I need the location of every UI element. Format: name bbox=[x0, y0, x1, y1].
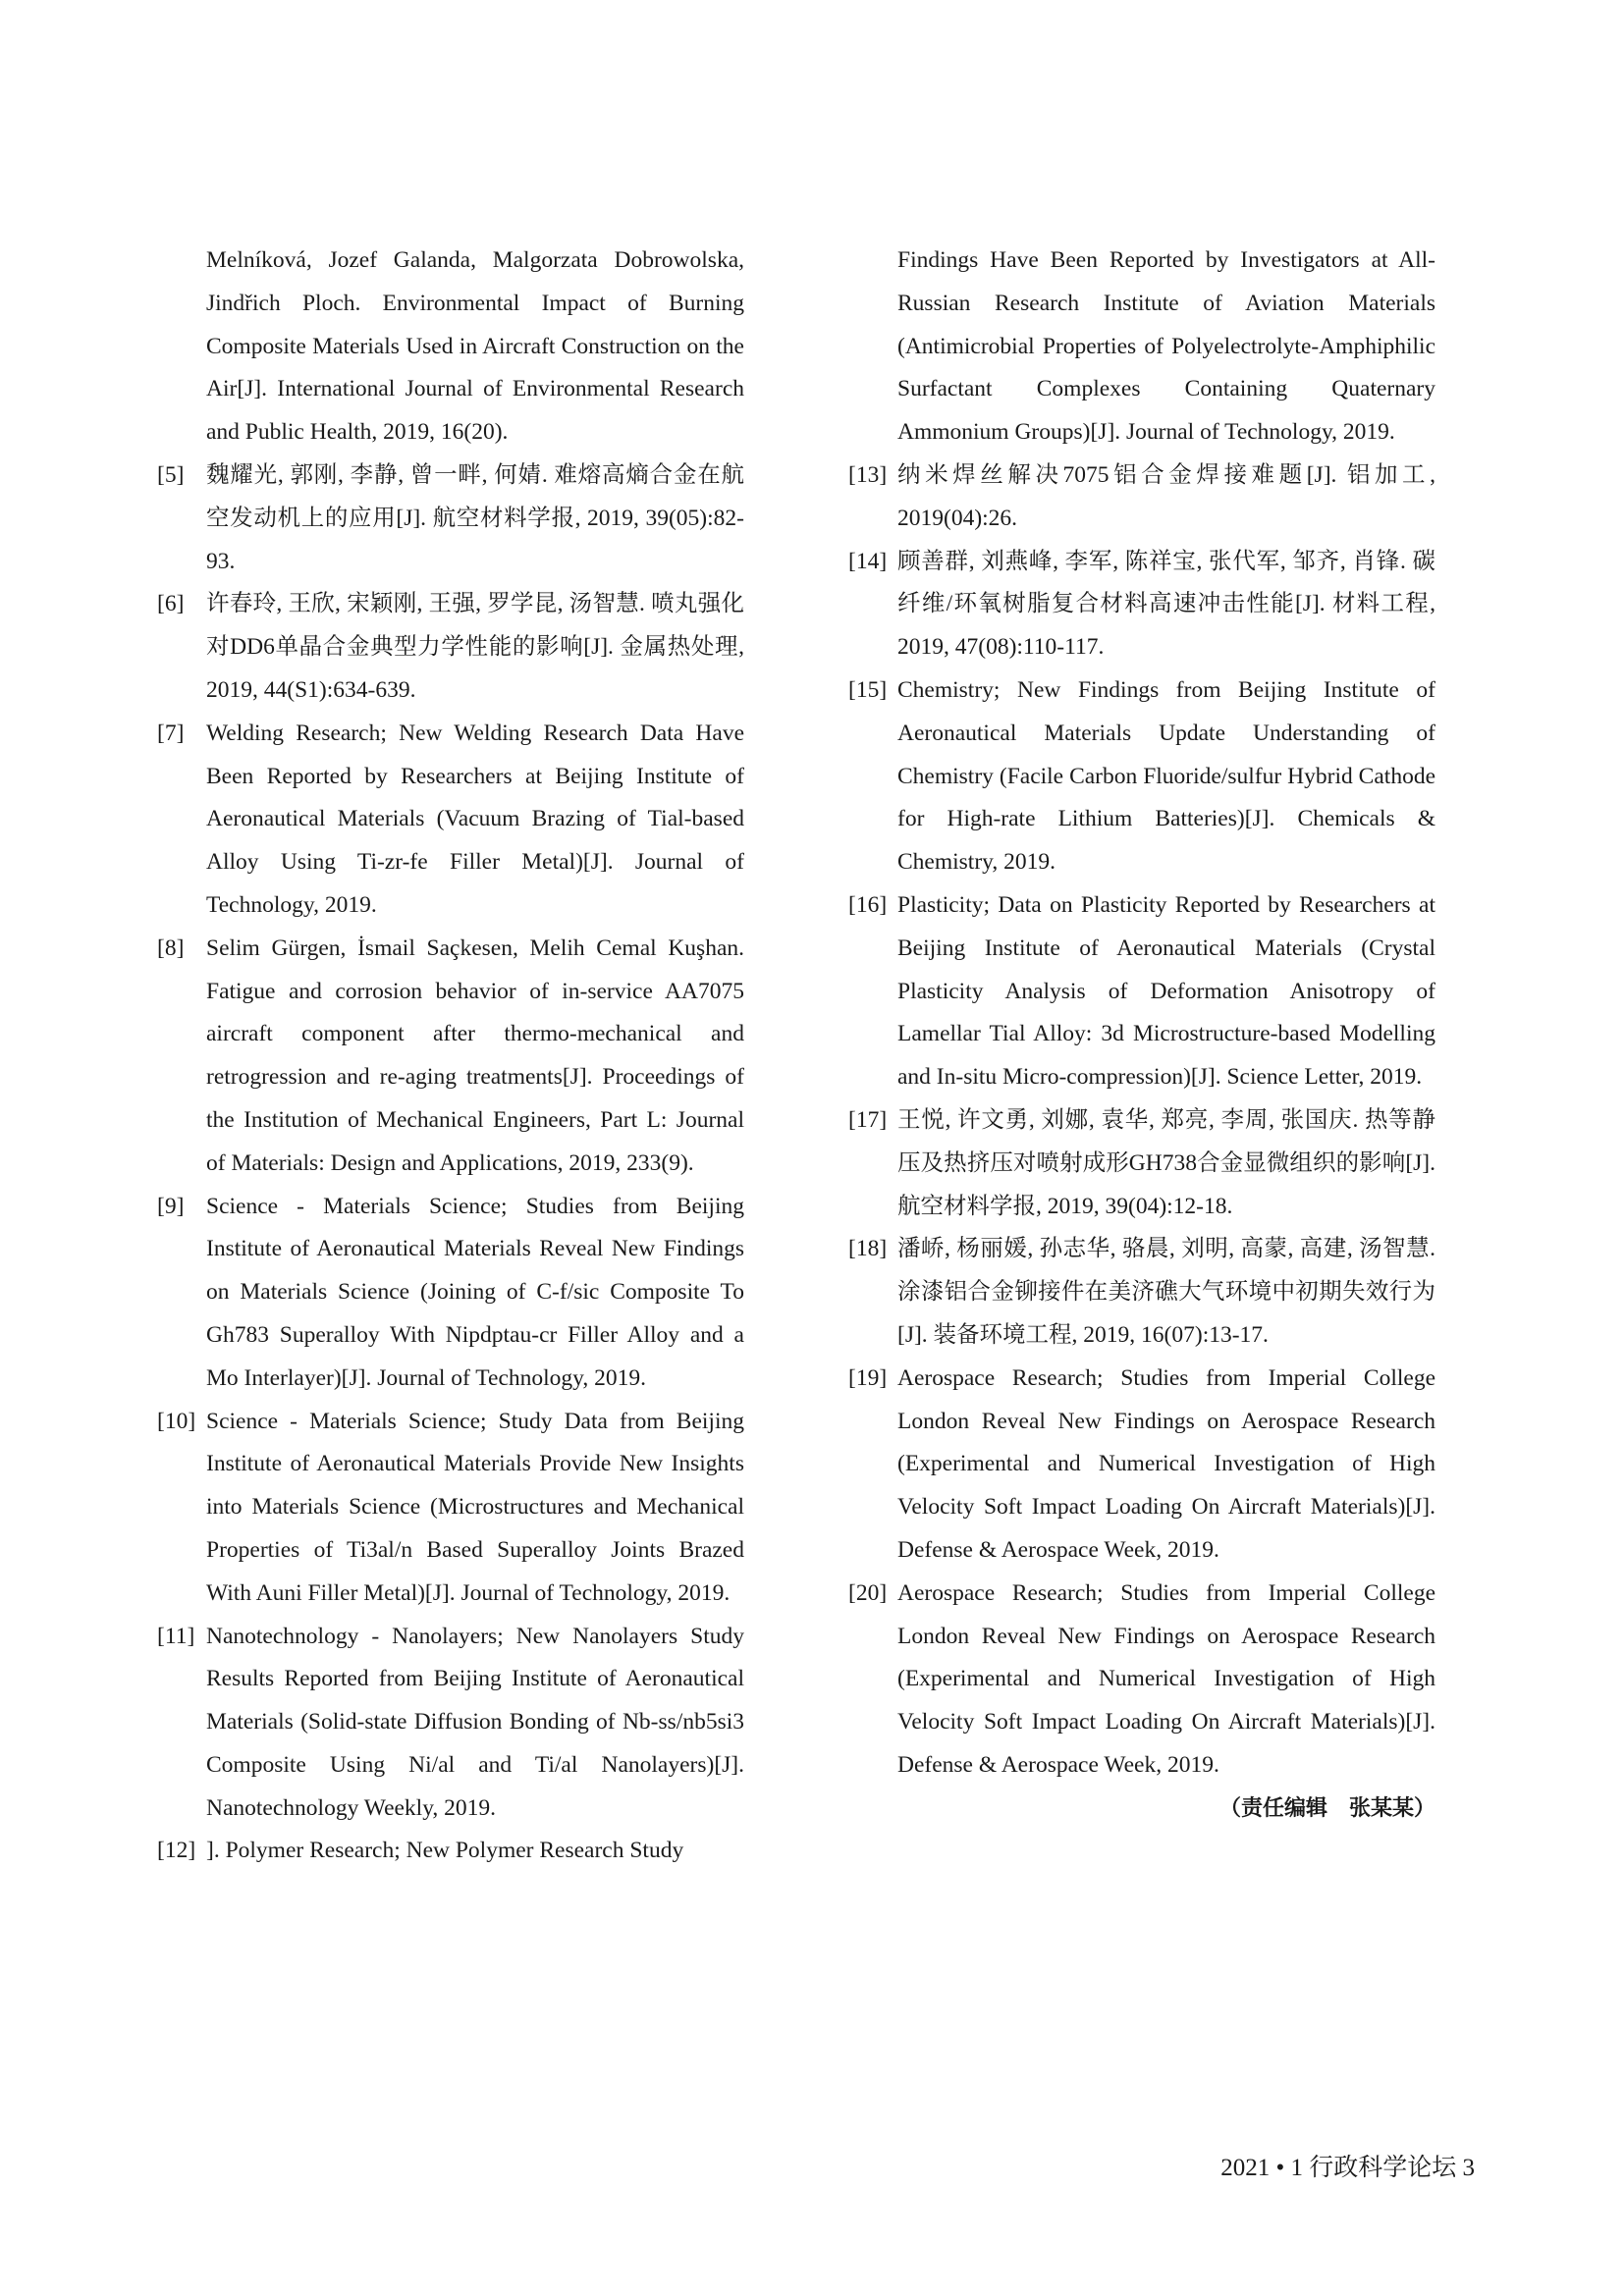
reference-number: [19] bbox=[848, 1364, 888, 1391]
reference-item bbox=[848, 240, 1435, 454]
reference-item bbox=[157, 1186, 744, 1401]
reference-item bbox=[848, 1228, 1435, 1357]
reference-item bbox=[157, 928, 744, 1186]
reference-number: [8] bbox=[157, 934, 185, 961]
reference-item bbox=[157, 583, 744, 712]
reference-number: [11] bbox=[157, 1623, 195, 1649]
reference-number: [6] bbox=[157, 591, 185, 617]
reference-text: Plasticity; Data on Plasticity Reported by Researchers at Beijing Institute of Aeronautical Materials (Crystal Plasticity Analysis of Deformation Anisotropy of Lamellar Tial Alloy: 3d Microstructure-based Modelling and In-situ Micro-compression)[J]. Science Letter, 2019. bbox=[897, 891, 1435, 1091]
reference-number: [14] bbox=[848, 548, 888, 574]
reference-text: Science - Materials Science; Study Data from Beijing Institute of Aeronautical Materials Provide New Insights into Materials Science (Microstructures and Mechanical Properties of Ti3al/n Based Superalloy Joints Brazed With Auni Filler Metal)[J]. Journal of Technology, 2019. bbox=[206, 1408, 744, 1606]
reference-item bbox=[157, 1830, 744, 1873]
reference-text: 许春玲, 王欣, 宋颖刚, 王强, 罗学昆, 汤智慧. 喷丸强化对DD6单晶合金典型力学性能的影响[J]. 金属热处理, 2019, 44(S1):634-639. bbox=[206, 591, 744, 703]
reference-item bbox=[848, 541, 1435, 669]
reference-text: ]. Polymer Research; New Polymer Research Study bbox=[206, 1838, 684, 1864]
reference-item bbox=[848, 884, 1435, 1099]
reference-number: [5] bbox=[157, 461, 185, 488]
reference-text: 潘峤, 杨丽媛, 孙志华, 骆晨, 刘明, 高蒙, 高建, 汤智慧. 涂漆铝合金铆接件在美济礁大气环境中初期失效行为[J]. 装备环境工程, 2019, 16(07):13-17. bbox=[897, 1236, 1435, 1348]
reference-number: [16] bbox=[848, 891, 888, 918]
reference-text: 王悦, 许文勇, 刘娜, 袁华, 郑亮, 李周, 张国庆. 热等静压及热挤压对喷射成形GH738合金显微组织的影响[J]. 航空材料学报, 2019, 39(04):12-18. bbox=[897, 1106, 1435, 1219]
reference-text: 魏耀光, 郭刚, 李静, 曾一畔, 何婧. 难熔高熵合金在航空发动机上的应用[J]. 航空材料学报, 2019, 39(05):82-93. bbox=[206, 461, 744, 574]
reference-item bbox=[157, 1401, 744, 1616]
right-column bbox=[848, 240, 1435, 1830]
reference-number: [18] bbox=[848, 1236, 888, 1262]
page-footer: 2021 • 1 行政科学论坛 3 bbox=[1220, 2155, 1475, 2181]
reference-item bbox=[157, 713, 744, 928]
reference-item bbox=[848, 669, 1435, 884]
left-column bbox=[157, 240, 744, 1873]
reference-item bbox=[157, 240, 744, 454]
reference-number: [12] bbox=[157, 1838, 196, 1864]
reference-text: Aerospace Research; Studies from Imperial College London Reveal New Findings on Aerospace Research (Experimental and Numerical Investigation of High Velocity Soft Impact Loading On Aircraft Materials)[J]. Defense & Aerospace Week, 2019. bbox=[897, 1579, 1435, 1778]
reference-text: Findings Have Been Reported by Investigators at All-Russian Research Institute of Aviation Materials (Antimicrobial Properties of Polyelectrolyte-Amphiphilic Surfactant Complexes Containing Quaternary Ammonium Groups)[J]. Journal of Technology, 2019. bbox=[897, 247, 1435, 446]
reference-item bbox=[848, 1358, 1435, 1573]
reference-item bbox=[157, 1616, 744, 1831]
reference-number: [20] bbox=[848, 1579, 888, 1606]
reference-text: Chemistry; New Findings from Beijing Institute of Aeronautical Materials Update Understanding of Chemistry (Facile Carbon Fluoride/sulfur Hybrid Cathode for High-rate Lithium Batteries)[J]. Chemicals & Chemistry, 2019. bbox=[897, 676, 1435, 876]
reference-text: 纳米焊丝解决7075铝合金焊接难题[J]. 铝加工, 2019(04):26. bbox=[897, 461, 1435, 531]
reference-number: [7] bbox=[157, 720, 185, 746]
reference-item bbox=[848, 454, 1435, 541]
reference-text: Nanotechnology - Nanolayers; New Nanolayers Study Results Reported from Beijing Institute of Aeronautical Materials (Solid-state Diffusion Bonding of Nb-ss/nb5si3 Composite Using Ni/al and Ti/al Nanolayers)[J]. Nanotechnology Weekly, 2019. bbox=[206, 1623, 744, 1821]
reference-number: [10] bbox=[157, 1408, 196, 1434]
reference-item bbox=[848, 1573, 1435, 1788]
reference-number: [13] bbox=[848, 461, 888, 488]
reference-number: [15] bbox=[848, 676, 888, 703]
reference-text: 顾善群, 刘燕峰, 李军, 陈祥宝, 张代军, 邹齐, 肖锋. 碳纤维/环氧树脂复合材料高速冲击性能[J]. 材料工程, 2019, 47(08):110-117. bbox=[897, 548, 1435, 661]
reference-text: Welding Research; New Welding Research Data Have Been Reported by Researchers at Beijing Institute of Aeronautical Materials (Vacuum Brazing of Tial-based Alloy Using Ti-zr-fe Filler Metal)[J]. Journal of Technology, 2019. bbox=[206, 720, 744, 918]
editor-note: （责任编辑 张某某） bbox=[1218, 1795, 1435, 1821]
reference-text: Melníková, Jozef Galanda, Malgorzata Dobrowolska, Jindřich Ploch. Environmental Impact of Burning Composite Materials Used in Aircraft Construction on the Air[J]. International Journal of Environmental Research and Public Health, 2019, 16(20). bbox=[206, 247, 744, 446]
reference-text: Science - Materials Science; Studies from Beijing Institute of Aeronautical Materials Reveal New Findings on Materials Science (Joining of C-f/sic Composite To Gh783 Superalloy With Nipdptau-cr Filler Alloy and a Mo Interlayer)[J]. Journal of Technology, 2019. bbox=[206, 1193, 744, 1391]
reference-item bbox=[848, 1099, 1435, 1228]
reference-item bbox=[157, 454, 744, 583]
reference-text: Selim Gürgen, İsmail Saçkesen, Melih Cemal Kuşhan. Fatigue and corrosion behavior of in-service AA7075 aircraft component after thermo-mechanical and retrogression and re-aging treatments[J]. Proceedings of the Institution of Mechanical Engineers, Part L: Journal of Materials: Design and Applications, 2019, 233(9). bbox=[206, 934, 744, 1176]
reference-text: Aerospace Research; Studies from Imperial College London Reveal New Findings on Aerospace Research (Experimental and Numerical Investigation of High Velocity Soft Impact Loading On Aircraft Materials)[J]. Defense & Aerospace Week, 2019. bbox=[897, 1364, 1435, 1563]
reference-number: [9] bbox=[157, 1193, 185, 1219]
reference-number: [17] bbox=[848, 1106, 888, 1133]
